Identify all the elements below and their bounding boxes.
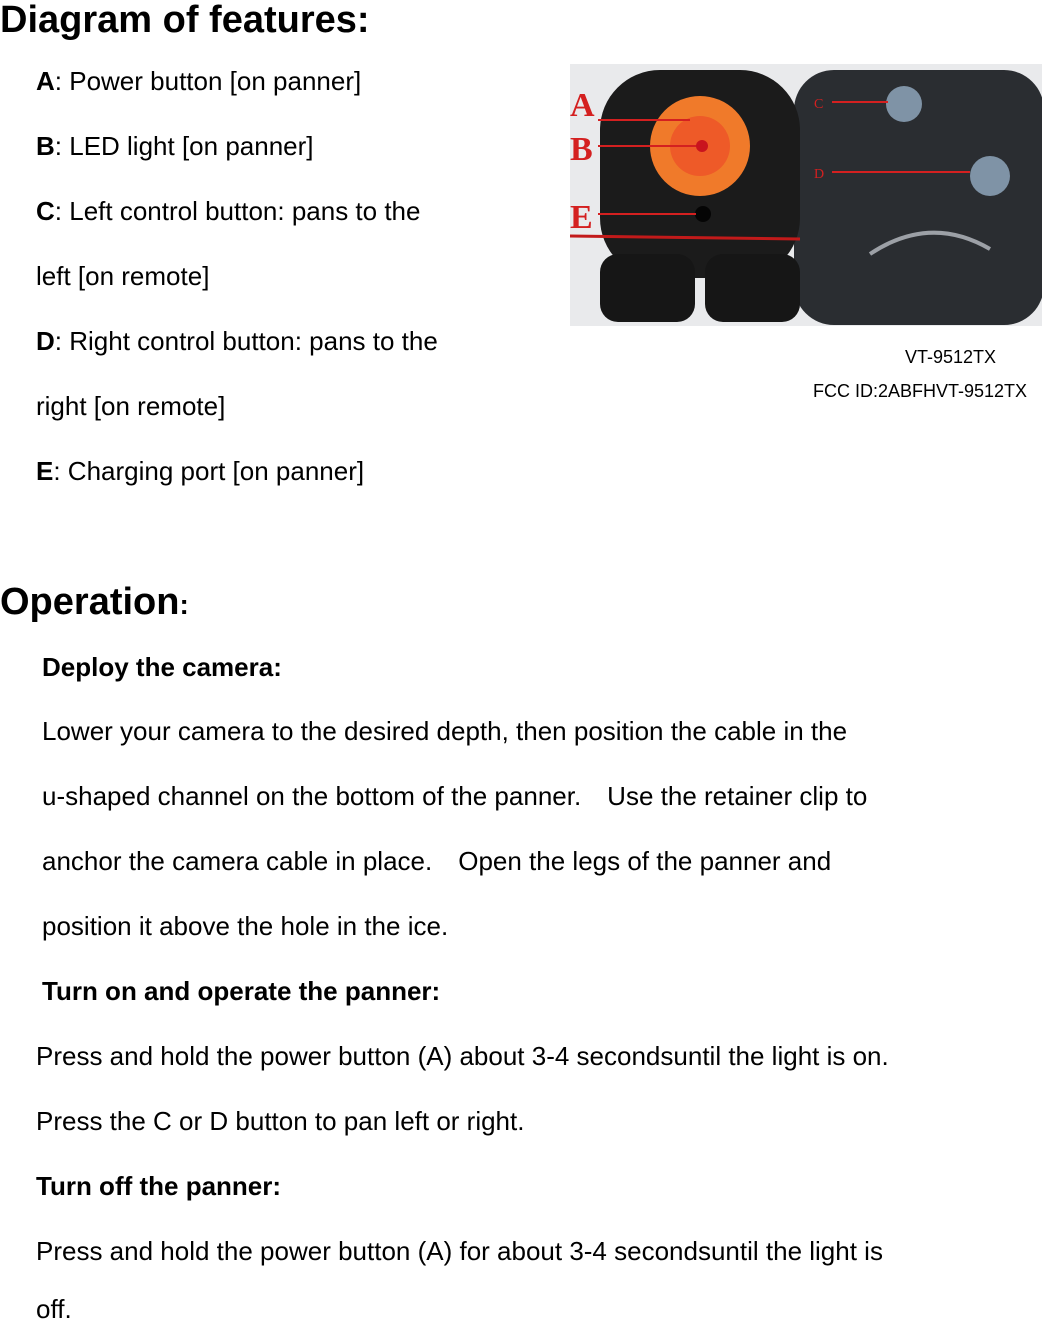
photo-label-d: D (814, 167, 825, 182)
operation-title-colon: : (179, 589, 189, 620)
led-light (696, 140, 708, 152)
operation-title-text: Operation (0, 581, 180, 623)
photo-label-a: A (570, 87, 595, 124)
photo-label-e: E (570, 199, 593, 236)
remote-button-c (886, 86, 922, 122)
feature-item-b (36, 131, 314, 161)
feature-item-d-continued: right [on remote] (36, 391, 226, 421)
feature-text: : LED light [on panner] (54, 131, 314, 161)
panner-leg-left (600, 254, 695, 322)
deploy-line-3: anchor the camera cable in place. Open the legs of the panner and (42, 846, 832, 876)
feature-key: D (36, 326, 55, 356)
deploy-line-2: u-shaped channel on the bottom of the panner. Use the retainer clip to (42, 781, 868, 811)
photo-label-c: C (814, 97, 824, 112)
deploy-heading: Deploy the camera: (42, 652, 282, 682)
operation-title (0, 582, 189, 625)
model-number: VT-9512TX (905, 347, 997, 367)
remote-button-d (970, 156, 1010, 196)
deploy-line-1: Lower your camera to the desired depth, then position the cable in the (42, 716, 848, 746)
feature-text: : Power button [on panner] (54, 66, 362, 96)
feature-key: B (36, 131, 55, 161)
feature-key: A (36, 66, 55, 96)
turn-on-line-1: Press and hold the power button (A) about 3-4 secondsuntil the light is on. (36, 1041, 889, 1071)
photo-label-b: B (570, 131, 593, 168)
feature-text: : Left control button: pans to the (54, 196, 421, 226)
feature-key: C (36, 196, 55, 226)
feature-key: E (36, 456, 54, 486)
feature-item-c (36, 196, 420, 226)
feature-item-a (36, 66, 361, 96)
feature-item-e (36, 456, 364, 486)
product-photo (570, 64, 1042, 326)
feature-item-c-continued: left [on remote] (36, 261, 210, 291)
turn-off-line-1: Press and hold the power button (A) for about 3-4 secondsuntil the light is (36, 1236, 883, 1266)
turn-off-heading: Turn off the panner: (36, 1171, 282, 1201)
feature-text: : Right control button: pans to the (54, 326, 438, 356)
panner-leg-right (705, 254, 800, 322)
turn-on-line-2: Press the C or D button to pan left or right. (36, 1106, 525, 1136)
fcc-id: FCC ID:2ABFHVT-9512TX (813, 381, 1028, 401)
feature-text: : Charging port [on panner] (53, 456, 365, 486)
turn-off-line-2: off. (36, 1294, 72, 1324)
feature-item-d (36, 326, 438, 356)
turn-on-heading: Turn on and operate the panner: (42, 976, 441, 1006)
deploy-line-4: position it above the hole in the ice. (42, 911, 449, 941)
charging-port (695, 206, 711, 222)
features-title: Diagram of features: (0, 0, 370, 41)
